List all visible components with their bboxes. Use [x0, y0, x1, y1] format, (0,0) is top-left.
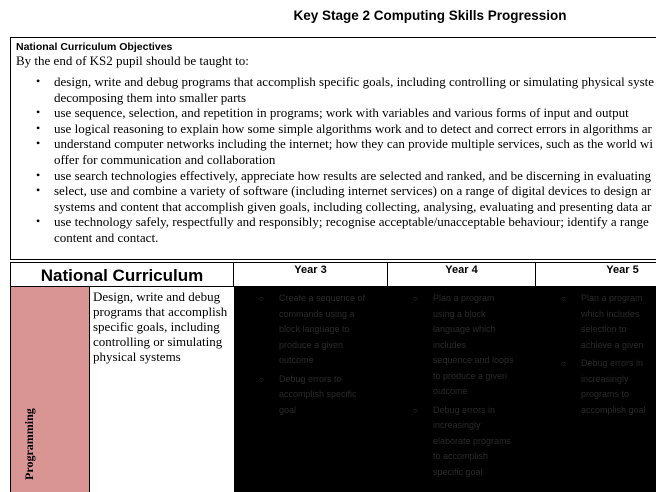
objective-item: • use sequence, selection, and repetition in programs; work with variables and various forms of input and output [16, 105, 656, 121]
objective-cell: Design, write and debug programs that accomplish specific goals, including controlling or simulating physical systems [90, 287, 234, 492]
year-4-header: Year 4 [388, 262, 536, 287]
year-3-cell [234, 287, 388, 492]
objective-item: • use search technologies effectively, appreciate how results are selected and ranked, and be discerning in evaluating [16, 168, 656, 184]
year-4-item: ○ Debug errors in increasingly elaborate programs to accomplish specific goal [388, 403, 536, 481]
objectives-list [16, 74, 656, 246]
national-curriculum-header: National Curriculum [10, 262, 234, 287]
year-5-cell [536, 287, 656, 492]
year-5-item: ○ Debug errors in increasingly programs to accomplish goal [536, 356, 656, 418]
objective-item: • select, use and combine a variety of software (including internet services) on a range of digital devices to design ar systems and content that accomplish given goals, including collecting, analysing, evaluating and presenting data ar [16, 183, 656, 214]
curriculum-table [10, 262, 656, 492]
year-3-item: ○ Debug errors to accomplish specific goal [234, 372, 388, 419]
strand-sidebar [10, 287, 90, 492]
strand-label: Programming [22, 408, 36, 480]
objectives-box [10, 37, 656, 260]
objectives-heading: National Curriculum Objectives [16, 41, 173, 53]
year-3-header: Year 3 [234, 262, 388, 287]
objectives-intro: By the end of KS2 pupil should be taught to: [16, 53, 249, 68]
objective-item: • use technology safely, respectfully and responsibly; recognise acceptable/unacceptable behaviour; identify a range content and contact. [16, 214, 656, 245]
year-5-header: Year 5 [536, 262, 656, 287]
objective-item: • use logical reasoning to explain how some simple algorithms work and to detect and correct errors in algorithms ar [16, 121, 656, 137]
year-3-item: ○ Create a sequence of commands using a block language to produce a given outcome [234, 291, 388, 369]
document-title: Key Stage 2 Computing Skills Progression [293, 8, 567, 23]
objective-item: • design, write and debug programs that accomplish specific goals, including controlling or simulating physical syste decomposing them into smaller parts [16, 74, 656, 105]
year-4-item: ○ Plan a program using a block language which includes sequence and loops to produce a given outcome [388, 291, 536, 400]
year-4-cell [388, 287, 536, 492]
year-5-item: ○ Plan a program which includes selection to achieve a given [536, 291, 656, 353]
objective-item: • understand computer networks including the internet; how they can provide multiple services, such as the world wi offer for communication and collaboration [16, 136, 656, 167]
